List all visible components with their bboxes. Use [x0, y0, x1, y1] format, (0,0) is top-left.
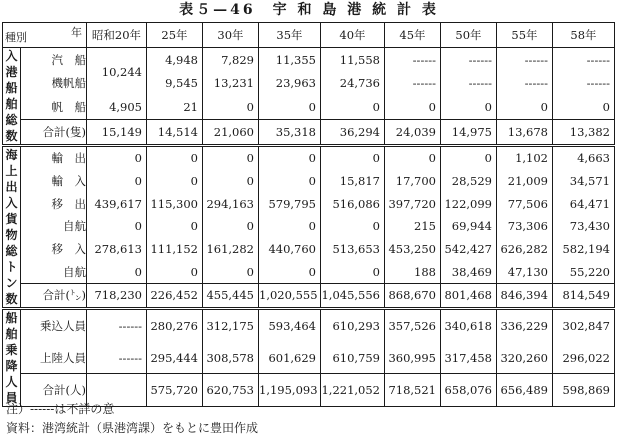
row-label-text: 輸 入 — [51, 174, 86, 189]
value-cell: 0 — [87, 215, 147, 238]
total-value-cell: 1,045,556 — [321, 283, 385, 308]
value-cell: 77,506 — [497, 192, 553, 215]
note-source: 資料：港湾統計（県港湾課）をもとに豊田作成 — [6, 421, 259, 435]
total-value-cell: 718,521 — [385, 374, 441, 407]
value-cell: 357,526 — [385, 309, 441, 342]
value-cell: 440,760 — [259, 238, 321, 261]
category-char: 員 — [5, 391, 18, 405]
value-cell: 0 — [203, 170, 259, 193]
total-value-cell: 24,039 — [385, 119, 441, 145]
total-value-cell: 1,195,093 — [259, 374, 321, 407]
total-value-cell: 868,670 — [385, 283, 441, 308]
value-cell: 278,613 — [87, 238, 147, 261]
value-cell: 7,829 — [203, 48, 259, 72]
year-header: 50年 — [441, 23, 497, 48]
value-cell: 13,231 — [203, 72, 259, 96]
category-char: 物 — [5, 228, 18, 242]
value-cell: 69,944 — [441, 215, 497, 238]
total-row — [3, 283, 615, 308]
row-label-text: 汽 船 — [51, 52, 86, 67]
table-row — [3, 342, 615, 374]
category-label — [3, 309, 21, 407]
total-value-cell: 598,869 — [553, 374, 615, 407]
value-cell: 47,130 — [497, 260, 553, 283]
value-cell: 4,905 — [87, 95, 147, 119]
value-cell: 188 — [385, 260, 441, 283]
total-value-cell: 14,514 — [147, 119, 203, 145]
total-value-cell: 14,975 — [441, 119, 497, 145]
category-label — [3, 146, 21, 309]
year-header: 45年 — [385, 23, 441, 48]
row-label — [21, 215, 87, 238]
table-row — [3, 48, 615, 72]
value-cell: 21 — [147, 95, 203, 119]
value-cell: 55,220 — [553, 260, 615, 283]
row-label — [21, 238, 87, 261]
year-header: 55年 — [497, 23, 553, 48]
value-cell: 593,464 — [259, 309, 321, 342]
value-cell: 24,736 — [321, 72, 385, 96]
row-label — [21, 260, 87, 283]
row-label-text: 自航 — [63, 219, 86, 234]
value-cell: 295,444 — [147, 342, 203, 374]
row-label — [21, 192, 87, 215]
value-cell: 215 — [385, 215, 441, 238]
value-cell: 516,086 — [321, 192, 385, 215]
category-char: 人 — [5, 375, 18, 389]
value-cell: ------ — [553, 72, 615, 96]
total-label: 合計(人) — [21, 374, 87, 407]
year-header: 30年 — [203, 23, 259, 48]
value-cell: 582,194 — [553, 238, 615, 261]
value-cell: 28,529 — [441, 170, 497, 193]
total-value-cell: 226,452 — [147, 283, 203, 308]
year-header: 昭和20年 — [87, 23, 147, 48]
value-cell: 64,471 — [553, 192, 615, 215]
year-header: 35年 — [259, 23, 321, 48]
row-label-text: 移 入 — [51, 241, 86, 256]
category-char: ン — [5, 276, 18, 290]
total-value-cell: 620,753 — [203, 374, 259, 407]
category-char: 出 — [5, 180, 18, 194]
value-cell: 0 — [321, 215, 385, 238]
note-unknown: 注）------は不詳の意 — [6, 402, 115, 416]
port-statistics-table — [2, 22, 615, 407]
value-cell: 513,653 — [321, 238, 385, 261]
notes — [6, 400, 258, 438]
value-cell: 0 — [203, 260, 259, 283]
category-char: 貨 — [5, 212, 18, 226]
row-label — [21, 342, 87, 374]
value-cell: 0 — [259, 260, 321, 283]
value-cell: 0 — [203, 215, 259, 238]
value-cell: 0 — [441, 146, 497, 170]
value-cell: 610,293 — [321, 309, 385, 342]
total-value-cell: 21,060 — [203, 119, 259, 145]
row-label-text: 移 出 — [51, 196, 86, 211]
total-label: 合計(隻) — [21, 119, 87, 145]
corner-year-label: 年 — [71, 26, 82, 39]
value-cell: ------ — [441, 48, 497, 72]
category-char: 数 — [5, 292, 18, 306]
value-cell: ------ — [385, 48, 441, 72]
corner-type-label: 種別 — [5, 31, 27, 44]
category-char: 数 — [5, 129, 18, 143]
value-cell: 626,282 — [497, 238, 553, 261]
value-cell: 111,152 — [147, 238, 203, 261]
category-char: 舶 — [5, 97, 18, 111]
row-label — [21, 72, 87, 96]
value-cell: 0 — [87, 170, 147, 193]
table-title: 表５—46 宇 和 島 港 統 計 表 — [179, 2, 439, 18]
table-row — [3, 95, 615, 119]
value-cell: 0 — [259, 170, 321, 193]
value-cell: 0 — [87, 146, 147, 170]
category-char: 乗 — [5, 343, 18, 357]
category-char: 船 — [5, 81, 18, 95]
value-cell: 397,720 — [385, 192, 441, 215]
value-cell: 0 — [203, 95, 259, 119]
total-value-cell: 814,549 — [553, 283, 615, 308]
row-label — [21, 146, 87, 170]
value-cell: 73,306 — [497, 215, 553, 238]
total-value-cell: 15,149 — [87, 119, 147, 145]
row-label-text: 自航 — [63, 264, 86, 279]
row-label — [21, 95, 87, 119]
total-value-cell: 35,318 — [259, 119, 321, 145]
total-value-cell: 801,468 — [441, 283, 497, 308]
value-cell: 294,163 — [203, 192, 259, 215]
total-value-cell: 455,445 — [203, 283, 259, 308]
total-value-cell: 36,294 — [321, 119, 385, 145]
value-cell: 579,795 — [259, 192, 321, 215]
value-cell: ------ — [441, 72, 497, 96]
category-char: 総 — [5, 244, 18, 258]
value-cell: 0 — [147, 260, 203, 283]
value-cell: 320,260 — [497, 342, 553, 374]
value-cell: 0 — [321, 260, 385, 283]
value-cell: 11,558 — [321, 48, 385, 72]
value-cell: 610,759 — [321, 342, 385, 374]
row-label-text: 帆 船 — [51, 100, 86, 115]
category-char: 港 — [5, 65, 18, 79]
total-value-cell: 1,020,555 — [259, 283, 321, 308]
total-value-cell: 718,230 — [87, 283, 147, 308]
value-cell: ------ — [497, 72, 553, 96]
category-char: 船 — [5, 311, 18, 325]
table-row — [3, 238, 615, 261]
category-char: 上 — [5, 164, 18, 178]
value-cell: 4,948 — [147, 48, 203, 72]
year-header: 58年 — [553, 23, 615, 48]
row-label — [21, 48, 87, 72]
value-cell: 0 — [259, 95, 321, 119]
value-cell: 453,250 — [385, 238, 441, 261]
row-label-text: 乗込人員 — [40, 318, 86, 333]
category-char: ト — [5, 260, 18, 274]
value-cell: 0 — [385, 146, 441, 170]
value-cell: 0 — [147, 146, 203, 170]
value-cell: 439,617 — [87, 192, 147, 215]
value-cell: 4,663 — [553, 146, 615, 170]
table-row — [3, 146, 615, 170]
row-label — [21, 170, 87, 193]
value-cell: 115,300 — [147, 192, 203, 215]
total-value-cell: 575,720 — [147, 374, 203, 407]
year-header: 40年 — [321, 23, 385, 48]
value-cell: 0 — [203, 146, 259, 170]
value-cell: 11,355 — [259, 48, 321, 72]
value-cell: 340,618 — [441, 309, 497, 342]
value-cell: 1,102 — [497, 146, 553, 170]
value-cell: 0 — [259, 146, 321, 170]
category-char: 入 — [5, 49, 18, 63]
value-cell: 0 — [147, 215, 203, 238]
value-cell: ------ — [87, 309, 147, 342]
table-row — [3, 170, 615, 193]
value-cell: 73,430 — [553, 215, 615, 238]
value-cell: 38,469 — [441, 260, 497, 283]
value-cell: ------ — [385, 72, 441, 96]
row-label-text: 上陸人員 — [40, 350, 86, 365]
value-cell: 601,629 — [259, 342, 321, 374]
value-cell: 0 — [259, 215, 321, 238]
value-cell: ------ — [553, 48, 615, 72]
total-value-cell: 13,678 — [497, 119, 553, 145]
value-cell: 317,458 — [441, 342, 497, 374]
value-cell: 9,545 — [147, 72, 203, 96]
category-char: 舶 — [5, 327, 18, 341]
value-cell: 308,578 — [203, 342, 259, 374]
row-label-text: 機帆船 — [51, 76, 86, 91]
value-cell: 0 — [87, 260, 147, 283]
value-cell: 296,022 — [553, 342, 615, 374]
value-cell: 302,847 — [553, 309, 615, 342]
total-row — [3, 119, 615, 145]
value-cell: 280,276 — [147, 309, 203, 342]
value-cell: 0 — [385, 95, 441, 119]
value-cell: 161,282 — [203, 238, 259, 261]
year-header: 25年 — [147, 23, 203, 48]
category-char: 海 — [5, 148, 18, 162]
category-char: 降 — [5, 359, 18, 373]
category-char: 総 — [5, 113, 18, 127]
total-label: 合計(㌧) — [21, 283, 87, 308]
value-cell: 0 — [497, 95, 553, 119]
value-cell: 21,009 — [497, 170, 553, 193]
value-cell: 15,817 — [321, 170, 385, 193]
table-row — [3, 309, 615, 342]
value-cell: 0 — [441, 95, 497, 119]
total-value-cell: 1,221,052 — [321, 374, 385, 407]
value-cell: 542,427 — [441, 238, 497, 261]
value-cell: 0 — [147, 170, 203, 193]
category-label — [3, 48, 21, 146]
category-char: 入 — [5, 196, 18, 210]
total-value-cell: 656,489 — [497, 374, 553, 407]
table-row — [3, 192, 615, 215]
table-row — [3, 215, 615, 238]
value-cell: 336,229 — [497, 309, 553, 342]
total-value-cell: 658,076 — [441, 374, 497, 407]
value-cell: ------ — [87, 342, 147, 374]
total-value-cell: 846,394 — [497, 283, 553, 308]
value-cell: 0 — [553, 95, 615, 119]
table-row — [3, 260, 615, 283]
value-cell: 122,099 — [441, 192, 497, 215]
row-label — [21, 309, 87, 342]
total-value-cell: 13,382 — [553, 119, 615, 145]
value-cell: 360,995 — [385, 342, 441, 374]
value-cell: 0 — [321, 146, 385, 170]
corner-cell — [3, 23, 87, 48]
value-cell: ------ — [497, 48, 553, 72]
value-cell: 23,963 — [259, 72, 321, 96]
value-cell: 0 — [321, 95, 385, 119]
merged-value-cell: 10,244 — [87, 48, 147, 96]
row-label-text: 輸 出 — [51, 151, 86, 166]
value-cell: 312,175 — [203, 309, 259, 342]
value-cell: 34,571 — [553, 170, 615, 193]
header-row — [3, 23, 615, 48]
value-cell: 17,700 — [385, 170, 441, 193]
